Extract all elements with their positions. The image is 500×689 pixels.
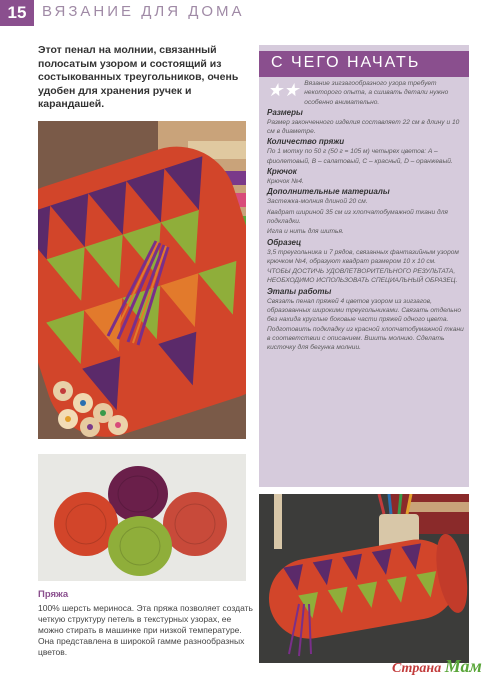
steps-heading: Этапы работы	[267, 286, 332, 296]
gauge-warning: ЧТОБЫ ДОСТИЧЬ УДОВЛЕТВОРИТЕЛЬНОГО РЕЗУЛЬТАТА, НЕОБХОДИМО ИСПОЛЬЗОВАТЬ СПЕЦИАЛЬНЫЙ ОБРАЗЕЦ.	[267, 268, 458, 285]
gauge-text: 3,5 треугольника и 7 рядов, связанных фантазийным узором крючком №4, образуют квадрат размером 10 x 10 см.	[267, 248, 459, 265]
materials-needle: Игла и нить для шитья.	[267, 228, 344, 236]
hook-heading: Крючок	[267, 167, 297, 177]
yarn-amount-text: По 1 мотку по 50 г (50 г = 105 м) четырех цветов: A – фиолетовый, B – салатовый, C – красный, D – оранжевый.	[267, 148, 453, 165]
gauge-heading: Образец	[267, 237, 302, 247]
main-photo-pencil-case	[38, 121, 246, 439]
materials-zipper: Застежка-молния длиной 20 см.	[267, 198, 368, 206]
materials-heading: Дополнительные материалы	[267, 187, 390, 197]
steps-text: Связать пенал пряжей 4 цветов узором из зигзагов, образованных широкими треугольниками. Связать отдельно без нахида круглые боковые части пряжей одного цвета. Подготовить подкладку из красной хлопчатобумажной ткани в соответствии с описанием. Вшить молнию. Сделать кисточку для бегунка молнии.	[267, 297, 464, 352]
yarn-description: 100% шерсть мериноса. Эта пряжа позволяет создать четкую структуру петель в текстурных узорах, ее можно стирать в машинке при низкой температуре. Она представлена в широкой гамме разнообразных цветов.	[38, 603, 253, 657]
page-number: 15	[0, 0, 34, 26]
difficulty-note: ★★ Вязание зигзагообразного узора требует некоторого опыта, а сшивать детали нужно особенно внимательно.	[267, 80, 449, 106]
hook-text: Крючок №4.	[267, 178, 304, 186]
intro-text: Этот пенал на молнии, связанный полосатым узором и состоящий из состыкованных треугольников, очень удобен для хранения ручек и карандашей.	[38, 44, 239, 110]
yarn-heading: Пряжа	[38, 589, 69, 600]
sizes-text: Размер законченного изделия составляет 22 см в длину и 10 см в диаметре.	[267, 118, 460, 136]
sidebar-heading: С ЧЕГО НАЧАТЬ	[259, 51, 469, 77]
getting-started-sidebar	[259, 45, 469, 487]
case-detail-photo	[259, 494, 469, 663]
watermark-logo: Страна Мам	[392, 656, 482, 676]
section-title: ВЯЗАНИЕ ДЛЯ ДОМА	[42, 3, 245, 20]
difficulty-stars-icon: ★★	[267, 80, 300, 100]
sidebar-body	[267, 79, 467, 354]
yarn-photo	[38, 454, 246, 581]
yarn-amount-heading: Количество пряжи	[267, 137, 345, 147]
sizes-heading: Размеры	[267, 107, 303, 117]
materials-lining: Квадрат шириной 35 см из хлопчатобумажной ткани для подкладки.	[267, 208, 448, 225]
